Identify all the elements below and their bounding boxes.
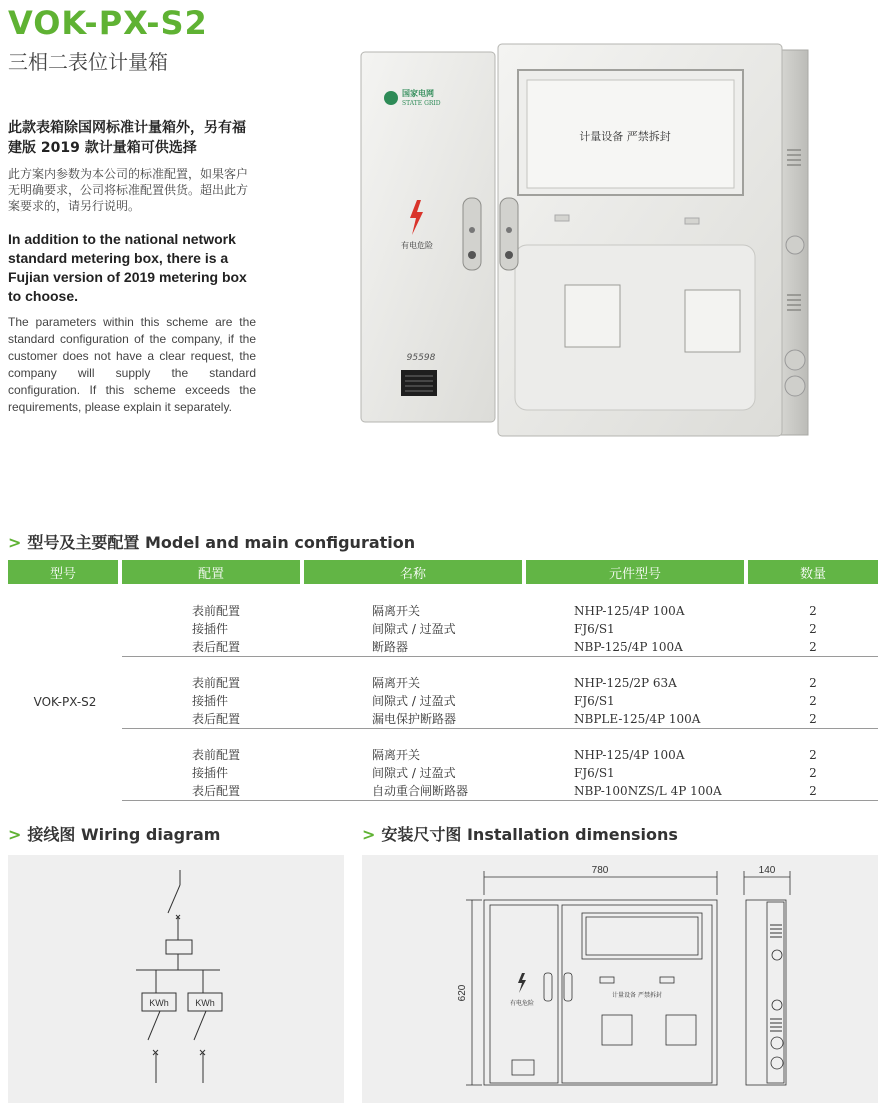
height-dimension: 620 [457, 984, 468, 1002]
table-row: 接插件 间隙式 / 过盈式 FJ6/S1 2 [192, 622, 817, 636]
en-note-text: The parameters within this scheme are the standard configuration of the company, if the customer does not have a clear request, the company will supply the standard configuration. If this scheme exceeds the requirements, please explain it separately. [8, 315, 256, 414]
chevron-right-icon: > [8, 825, 22, 844]
table-row: 接插件 间隙式 / 过盈式 FJ6/S1 2 [192, 766, 817, 780]
window-label: 计量设备 严禁拆封 [579, 130, 671, 143]
warning-label: 有电危险 [509, 1000, 535, 1007]
chevron-right-icon: > [362, 825, 376, 844]
kwh-meter-1-label: KWh [149, 998, 169, 1008]
lightning-warning-icon [518, 973, 526, 993]
col-header-name: 名称 [304, 560, 526, 584]
cn-highlight-text: 此款表箱除国网标准计量箱外，另有福建版 2019 款计量箱可供选择 [8, 120, 246, 156]
config-section-title: > 型号及主要配置 Model and main configuration [8, 533, 416, 552]
state-grid-logo-en: STATE GRID [402, 100, 441, 107]
nameplate [401, 370, 437, 396]
cn-note-text: 此方案内参数为本公司的标准配置，如果客户无明确要求，公司将标准配置供货。超出此方案要求的，请另行说明。 [8, 167, 249, 213]
en-highlight-text: In addition to the national network standard metering box, there is a Fujian version of 2019 metering box to choose. [8, 231, 247, 304]
installation-diagram [362, 855, 878, 1103]
installation-drawing [362, 855, 878, 1103]
table-row: VOK-PX-S2 表前配置 隔离开关 NHP-125/4P 100A 2 [8, 602, 878, 620]
wiring-diagram-drawing [8, 855, 344, 1103]
window-label: 计量设备 严禁拆封 [612, 992, 662, 999]
col-header-part: 元件型号 [526, 560, 748, 584]
col-header-model: 型号 [8, 560, 122, 584]
wiring-diagram [8, 855, 344, 1103]
table-row: 表前配置 隔离开关 NHP-125/2P 63A 2 [192, 676, 817, 690]
model-cell: VOK-PX-S2 [33, 694, 97, 709]
table-row: 表后配置 漏电保护断路器 NBPLE-125/4P 100A 2 [192, 712, 817, 726]
install-section-title: > 安装尺寸图 Installation dimensions [362, 825, 678, 844]
table-row: 表前配置 隔离开关 NHP-125/4P 100A 2 [192, 748, 817, 762]
col-header-config: 配置 [122, 560, 304, 584]
depth-dimension: 140 [758, 865, 776, 876]
table-row: 表后配置 断路器 NBP-125/4P 100A 2 [192, 640, 817, 654]
state-grid-logo-cn: 国家电网 [402, 89, 434, 98]
kwh-meter-2-label: KWh [195, 998, 215, 1008]
wiring-section-title: > 接线图 Wiring diagram [8, 825, 221, 844]
warning-label: 有电危险 [401, 241, 433, 250]
width-dimension: 780 [591, 865, 609, 876]
product-subtitle: 三相二表位计量箱 [8, 50, 168, 74]
hotline-label: 95598 [406, 353, 436, 363]
config-table [8, 560, 878, 801]
col-header-qty: 数量 [748, 560, 878, 584]
table-row: 表后配置 自动重合闸断路器 NBP-100NZS/L 4P 100A 2 [8, 782, 878, 801]
product-image [355, 40, 815, 440]
model-title: VOK-PX-S2 [8, 4, 208, 42]
chevron-right-icon: > [8, 533, 22, 552]
intro-block [8, 118, 256, 416]
table-row: 接插件 间隙式 / 过盈式 FJ6/S1 2 [192, 694, 817, 708]
